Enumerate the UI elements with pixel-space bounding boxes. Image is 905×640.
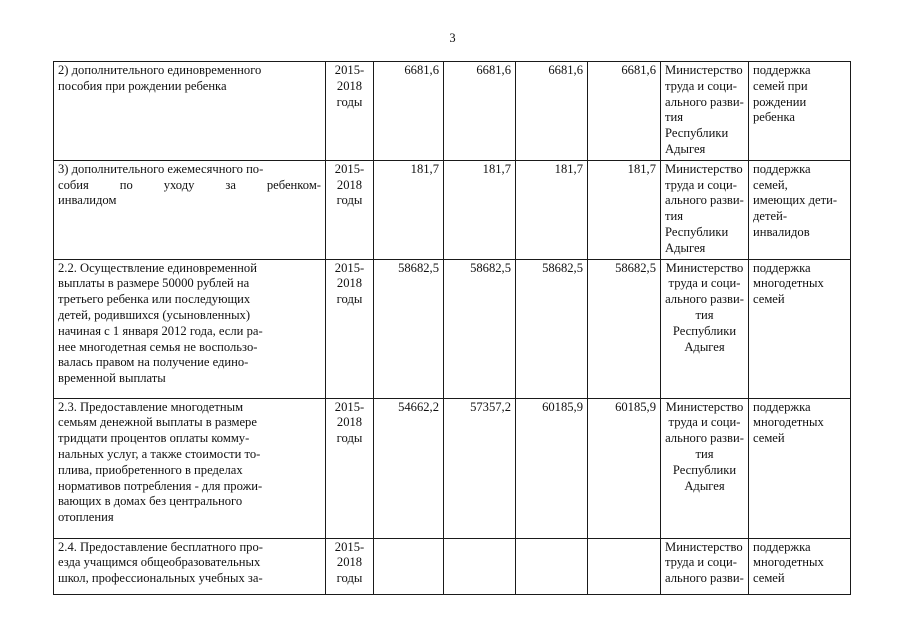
- result-line: многодетных: [753, 555, 824, 570]
- executor-line: Министерство: [665, 399, 744, 414]
- period-line: годы: [336, 292, 363, 307]
- funding-2016-cell: 57357,2: [444, 398, 516, 538]
- description-line: инвалидом: [58, 193, 117, 208]
- period-line: годы: [336, 193, 363, 208]
- result-cell: [749, 62, 851, 161]
- description-line: временной выплаты: [58, 371, 166, 386]
- executor-line: труда и соци-: [665, 78, 737, 93]
- description-line: нее многодетная семья не воспользо-: [58, 339, 258, 354]
- executor-line: труда и соци-: [665, 177, 737, 192]
- description-line: тридцати процентов оплаты комму-: [58, 431, 250, 446]
- executor-line: Адыгея: [665, 141, 706, 156]
- description-line: детей, родившихся (усыновленных): [58, 307, 251, 322]
- funding-2016-cell: 181,7: [444, 160, 516, 259]
- funding-2018-cell: 58682,5: [588, 259, 661, 398]
- period-line: годы: [336, 94, 363, 109]
- period-line: 2018: [336, 415, 363, 430]
- funding-2017-cell: [516, 538, 588, 594]
- period-line: 2015-: [334, 63, 365, 77]
- description-line: пособия при рождении ребенка: [58, 78, 227, 93]
- funding-2015-cell: 54662,2: [374, 398, 444, 538]
- description-line: вающих в домах без центрального: [58, 494, 243, 509]
- period-line: 2015-: [334, 399, 365, 414]
- description-line: третьего ребенка или последующих: [58, 292, 251, 307]
- period-cell: [326, 259, 374, 398]
- period-line: 2018: [336, 177, 363, 192]
- executor-line: Министерство: [665, 161, 743, 176]
- period-line: 2015-: [334, 260, 365, 275]
- period-cell: [326, 538, 374, 594]
- funding-2018-cell: 6681,6: [588, 62, 661, 161]
- funding-2016-cell: 6681,6: [444, 62, 516, 161]
- result-line: семей: [753, 571, 785, 586]
- executor-line: ального разви-: [665, 193, 744, 208]
- period-cell: [326, 62, 374, 161]
- activity-description-cell: [54, 259, 326, 398]
- result-line: многодетных: [753, 276, 824, 291]
- description-line: езда учащимся общеобразовательных: [58, 555, 261, 570]
- result-line: ребенка: [753, 110, 795, 125]
- funding-2017-cell: 60185,9: [516, 398, 588, 538]
- activity-description-cell: [54, 538, 326, 594]
- funding-2017-cell: 6681,6: [516, 62, 588, 161]
- result-line: многодетных: [753, 415, 824, 430]
- description-line: нальных услуг, а также стоимости то-: [58, 446, 261, 461]
- executor-line: Адыгея: [684, 339, 725, 354]
- executor-line: труда и соци-: [668, 415, 741, 430]
- table-row: [54, 62, 851, 161]
- executor-line: ального разви-: [665, 571, 744, 586]
- result-line: рождении: [753, 94, 807, 109]
- description-line: 2.2. Осуществление единовременной: [58, 260, 257, 275]
- executor-line: ального разви-: [665, 94, 744, 109]
- funding-2015-cell: 58682,5: [374, 259, 444, 398]
- description-line: собия по уходу за ребенком-: [58, 177, 321, 192]
- period-line: годы: [336, 431, 363, 446]
- executor-line: Министерство: [665, 63, 743, 77]
- funding-2015-cell: [374, 538, 444, 594]
- description-line: 2.4. Предоставление бесплатного про-: [58, 539, 263, 554]
- funding-2016-cell: [444, 538, 516, 594]
- activity-description-cell: [54, 62, 326, 161]
- activity-description-cell: [54, 398, 326, 538]
- result-line: поддержка: [753, 161, 811, 176]
- executor-line: тия Республики: [665, 209, 729, 239]
- table-row: [54, 259, 851, 398]
- description-line: начиная с 1 января 2012 года, если ра-: [58, 323, 263, 338]
- funding-2018-cell: 60185,9: [588, 398, 661, 538]
- description-line: отопления: [58, 510, 114, 525]
- description-line: плива, приобретенного в пределах: [58, 462, 243, 477]
- executor-line: ального разви-: [665, 292, 744, 307]
- result-line: детей-: [753, 209, 788, 224]
- funding-2015-cell: 181,7: [374, 160, 444, 259]
- executor-cell: [661, 398, 749, 538]
- result-line: имеющих дети-: [753, 193, 838, 208]
- table-row: [54, 538, 851, 594]
- executor-line: Министерство: [665, 539, 743, 554]
- executor-cell: [661, 160, 749, 259]
- result-cell: [749, 259, 851, 398]
- table-row: [54, 160, 851, 259]
- executor-cell: [661, 62, 749, 161]
- result-line: семей: [753, 292, 785, 307]
- result-line: семей при: [753, 78, 808, 93]
- description-line: семьям денежной выплаты в размере: [58, 415, 257, 430]
- result-line: семей,: [753, 177, 788, 192]
- result-line: поддержка: [753, 539, 811, 554]
- result-line: семей: [753, 431, 785, 446]
- description-line: валась правом на получение едино-: [58, 355, 249, 370]
- executor-line: Адыгея: [684, 478, 725, 493]
- period-line: 2018: [336, 555, 363, 570]
- description-line: нормативов потребления - для прожи-: [58, 478, 263, 493]
- description-line: 2.3. Предоставление многодетным: [58, 399, 244, 414]
- result-line: инвалидов: [753, 224, 810, 239]
- result-line: поддержка: [753, 260, 811, 275]
- result-cell: [749, 398, 851, 538]
- result-line: поддержка: [753, 63, 811, 77]
- funding-2018-cell: 181,7: [588, 160, 661, 259]
- executor-line: тия Республики: [672, 307, 737, 338]
- description-line: 3) дополнительного ежемесячного по-: [58, 161, 264, 176]
- table-row: [54, 398, 851, 538]
- activity-description-cell: [54, 160, 326, 259]
- funding-2017-cell: 58682,5: [516, 259, 588, 398]
- period-cell: [326, 398, 374, 538]
- period-line: 2015-: [334, 161, 365, 176]
- funding-2016-cell: 58682,5: [444, 259, 516, 398]
- executor-line: труда и соци-: [668, 276, 741, 291]
- executor-line: тия Республики: [672, 446, 737, 477]
- page-number: 3: [449, 31, 456, 45]
- period-line: 2018: [336, 276, 363, 291]
- funding-2017-cell: 181,7: [516, 160, 588, 259]
- result-cell: [749, 160, 851, 259]
- period-cell: [326, 160, 374, 259]
- executor-cell: [661, 259, 749, 398]
- executor-line: Адыгея: [665, 240, 706, 255]
- executor-line: ального разви-: [665, 431, 744, 446]
- executor-line: Министерство: [665, 260, 744, 275]
- executor-cell: [661, 538, 749, 594]
- period-line: 2018: [336, 78, 363, 93]
- funding-2018-cell: [588, 538, 661, 594]
- funding-2015-cell: 6681,6: [374, 62, 444, 161]
- period-line: годы: [336, 571, 363, 586]
- executor-line: тия Республики: [665, 110, 729, 141]
- period-line: 2015-: [334, 539, 365, 554]
- result-cell: [749, 538, 851, 594]
- description-line: школ, профессиональных учебных за-: [58, 571, 263, 586]
- executor-line: труда и соци-: [665, 555, 737, 570]
- description-line: выплаты в размере 50000 рублей на: [58, 276, 250, 291]
- program-activities-table: [53, 61, 851, 595]
- description-line: 2) дополнительного единовременного: [58, 63, 262, 77]
- result-line: поддержка: [753, 399, 811, 414]
